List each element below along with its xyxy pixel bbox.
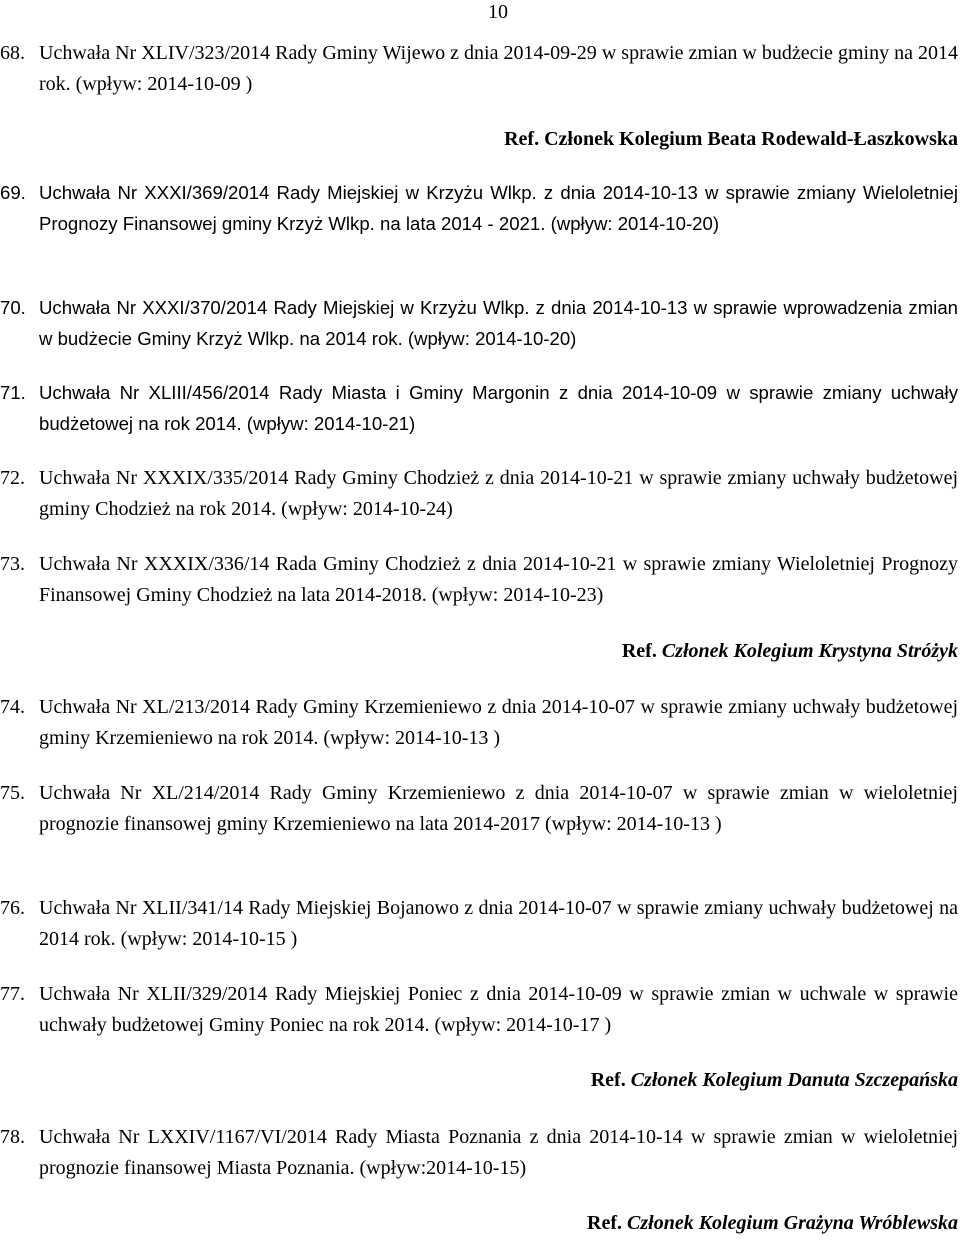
list-item-72 xyxy=(0,463,958,525)
ref-prefix: Ref. xyxy=(590,1069,631,1091)
item-number: 76. xyxy=(0,897,25,919)
item-number: 77. xyxy=(0,983,25,1005)
item-number: 74. xyxy=(0,696,25,718)
ref-prefix: Ref. xyxy=(587,1212,628,1234)
ref-name: Członek Kolegium Grażyna Wróblewska xyxy=(627,1212,958,1234)
item-number: 71. xyxy=(0,382,26,403)
item-text: Uchwała Nr XLII/329/2014 Rady Miejskiej Poniec z dnia 2014-10-09 w sprawie zmian w uchwale w sprawie uchwały budżetowej Gminy Poniec na rok 2014. (wpływ: 2014-10-17 ) xyxy=(39,983,958,1036)
list-item-69 xyxy=(0,177,958,239)
referent-line-3 xyxy=(591,1065,958,1096)
item-number: 69. xyxy=(0,182,26,203)
list-item-68 xyxy=(0,38,958,100)
list-item-71 xyxy=(0,377,958,439)
ref-name: Członek Kolegium Danuta Szczepańska xyxy=(630,1069,958,1091)
item-number: 78. xyxy=(0,1126,25,1148)
ref-prefix: Ref. xyxy=(621,640,662,662)
ref-name: Członek Kolegium Krystyna Stróżyk xyxy=(661,640,958,662)
item-text: Uchwała Nr XXXI/369/2014 Rady Miejskiej w Krzyżu Wlkp. z dnia 2014-10-13 w sprawie zmiany Wieloletniej Prognozy Finansowej gminy Krzyż Wlkp. na lata 2014 - 2021. (wpływ: 2014-10-20) xyxy=(39,182,958,234)
referent-line-1 xyxy=(504,124,958,155)
item-text: Uchwała Nr XLIII/456/2014 Rady Miasta i Gminy Margonin z dnia 2014-10-09 w sprawie zmiany uchwały budżetowej na rok 2014. (wpływ: 2014-10-21) xyxy=(39,382,958,434)
item-number: 68. xyxy=(0,42,25,64)
item-text: Uchwała Nr XLII/341/14 Rady Miejskiej Bojanowo z dnia 2014-10-07 w sprawie zmiany uchwały budżetowej na 2014 rok. (wpływ: 2014-10-15 ) xyxy=(39,897,958,950)
item-text: Uchwała Nr XLIV/323/2014 Rady Gminy Wijewo z dnia 2014-09-29 w sprawie zmian w budżecie gminy na 2014 rok. (wpływ: 2014-10-09 ) xyxy=(39,42,958,95)
item-text: Uchwała Nr LXXIV/1167/VI/2014 Rady Miasta Poznania z dnia 2014-10-14 w sprawie zmian w wieloletniej prognozie finansowej Miasta Poznania. (wpływ:2014-10-15) xyxy=(39,1126,958,1179)
list-item-78 xyxy=(0,1122,958,1184)
list-item-77 xyxy=(0,979,958,1041)
list-item-76 xyxy=(0,893,958,955)
item-text: Uchwała Nr XXXI/370/2014 Rady Miejskiej w Krzyżu Wlkp. z dnia 2014-10-13 w sprawie wprowadzenia zmian w budżecie Gminy Krzyż Wlkp. na 2014 rok. (wpływ: 2014-10-20) xyxy=(39,297,958,349)
item-number: 75. xyxy=(0,782,25,804)
item-text: Uchwała Nr XL/214/2014 Rady Gminy Krzemieniewo z dnia 2014-10-07 w sprawie zmian w wieloletniej prognozie finansowej gminy Krzemieniewo na lata 2014-2017 (wpływ: 2014-10-13 ) xyxy=(39,782,958,835)
page-number: 10 xyxy=(488,1,508,23)
item-text: Uchwała Nr XXXIX/335/2014 Rady Gminy Chodzież z dnia 2014-10-21 w sprawie zmiany uchwały budżetowej gminy Chodzież na rok 2014. (wpływ: 2014-10-24) xyxy=(39,467,958,520)
referent-line-4 xyxy=(587,1208,958,1239)
referent-line-2 xyxy=(622,636,958,667)
item-text: Uchwała Nr XXXIX/336/14 Rada Gminy Chodzież z dnia 2014-10-21 w sprawie zmiany Wieloletniej Prognozy Finansowej Gminy Chodzież na lata 2014-2018. (wpływ: 2014-10-23) xyxy=(39,553,958,606)
list-item-70 xyxy=(0,292,958,354)
list-item-73 xyxy=(0,549,958,611)
list-item-75 xyxy=(0,778,958,840)
ref-name: Członek Kolegium Beata Rodewald-Łaszkowska xyxy=(544,128,958,150)
item-text: Uchwała Nr XL/213/2014 Rady Gminy Krzemieniewo z dnia 2014-10-07 w sprawie zmiany uchwały budżetowej gminy Krzemieniewo na rok 2014. (wpływ: 2014-10-13 ) xyxy=(39,696,958,749)
ref-prefix: Ref. xyxy=(504,128,545,150)
item-number: 73. xyxy=(0,553,25,575)
item-number: 72. xyxy=(0,467,25,489)
list-item-74 xyxy=(0,692,958,754)
item-number: 70. xyxy=(0,297,26,318)
